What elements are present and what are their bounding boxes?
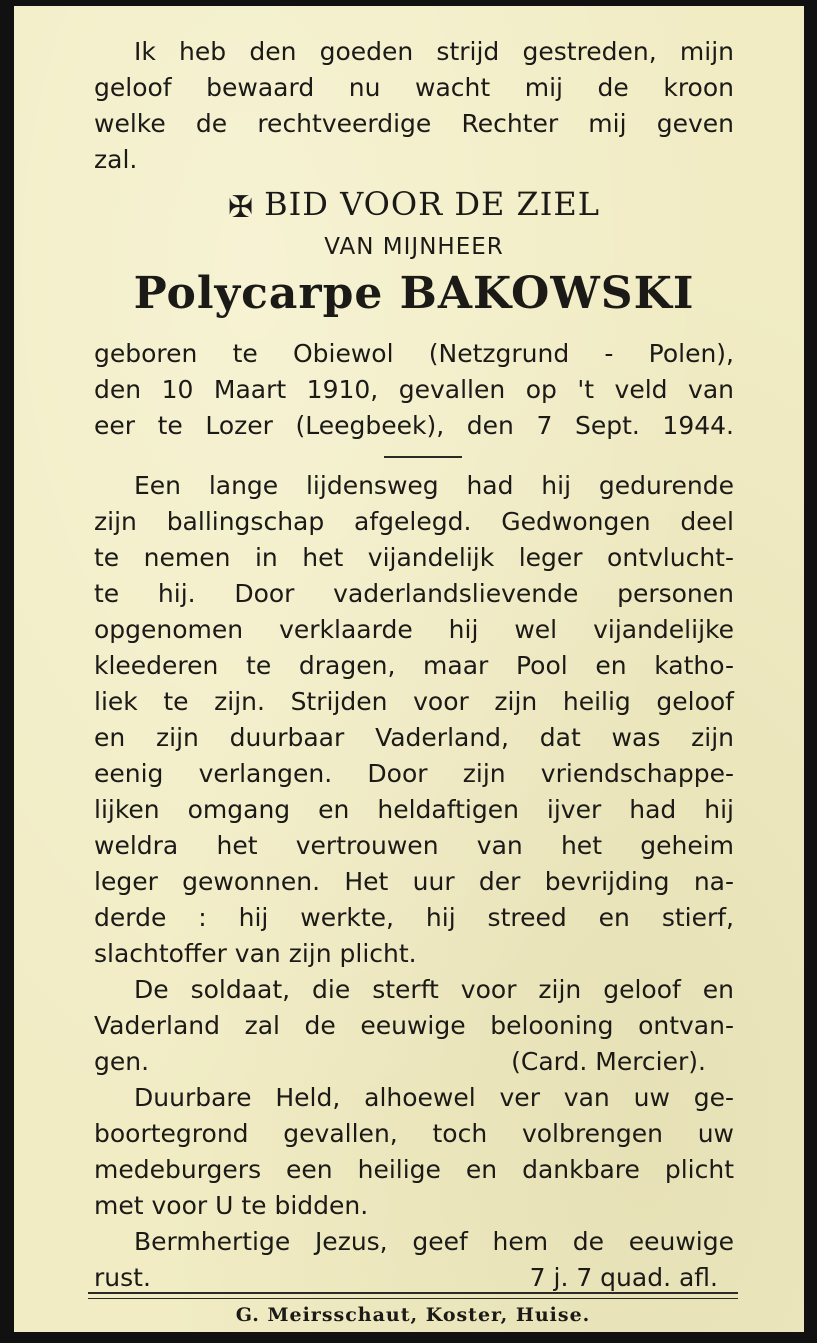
heading (94, 184, 734, 322)
verse-line: Ik heb den goeden strijd gestreden, mijn (134, 37, 734, 66)
text-line: Duurbare Held, alhoewel ver van uw ge- (134, 1083, 734, 1112)
text-line: leger gewonnen. Het uur der bevrijding na- (94, 867, 734, 896)
details-line: eer te Lozer (Leegbeek), den 7 Sept. 1944. (94, 411, 734, 440)
details-line: den 10 Maart 1910, gevallen op 't veld van (94, 375, 734, 404)
text-line: met voor U te bidden. (94, 1191, 369, 1220)
text-line (94, 1260, 734, 1296)
text-line: zijn ballingschap afgelegd. Gedwongen deel (94, 507, 734, 536)
text-line: weldra het vertrouwen van het geheim (94, 831, 734, 860)
footer-rule (88, 1298, 738, 1299)
verse-line: geloof bewaard nu wacht mij de kroon (94, 73, 734, 102)
text-line: te hij. Door vaderlandslievende personen (94, 579, 734, 608)
text-line (94, 1044, 734, 1080)
bible-verse (94, 34, 734, 178)
verse-line: zal. (94, 145, 138, 174)
biography-text (94, 468, 734, 1296)
memorial-card (14, 6, 804, 1332)
printer-credit: G. Meirsschaut, Koster, Huise. (235, 1304, 591, 1326)
citation: (Card. Mercier). (511, 1047, 706, 1076)
divider (384, 456, 462, 458)
details-line: geboren te Obiewol (Netzgrund - Polen), (94, 339, 734, 368)
text-line: te nemen in het vijandelijk leger ontvlucht- (94, 543, 734, 572)
text-line: eenig verlangen. Door zijn vriendschappe- (94, 759, 734, 788)
text-line: kleederen te dragen, maar Pool en katho- (94, 651, 734, 680)
text-line: liek te zijn. Strijden voor zijn heilig geloof (94, 687, 734, 716)
text-line: Bermhertige Jezus, geef hem de eeuwige (134, 1227, 734, 1256)
text-line: en zijn duurbaar Vaderland, dat was zijn (94, 723, 734, 752)
title-line: VAN MIJNHEER (324, 234, 504, 260)
text-line: slachtoffer van zijn plicht. (94, 939, 417, 968)
text-line: Een lange lijdensweg had hij gedurende (134, 471, 734, 500)
text-line: lijken omgang en heldaftigen ijver had hij (94, 795, 734, 824)
cross-icon: ✠ (227, 190, 255, 225)
text-line: Vaderland zal de eeuwige belooning ontvan- (94, 1011, 734, 1040)
prayer-heading-text: BID VOOR DE ZIEL (264, 185, 601, 223)
text-line-left: rust. (94, 1263, 151, 1292)
verse-line: welke de rechtveerdige Rechter mij geven (94, 109, 734, 138)
text-line-left: gen. (94, 1047, 150, 1076)
indulgence-note: 7 j. 7 quad. afl. (529, 1263, 718, 1292)
text-line: derde : hij werkte, hij streed en stierf, (94, 903, 734, 932)
footer-rule (88, 1292, 738, 1294)
prayer-heading (94, 184, 734, 228)
text-line: medeburgers een heilige en dankbare plicht (94, 1155, 734, 1184)
deceased-name: Polycarpe BAKOWSKI (133, 268, 695, 319)
text-line: De soldaat, die sterft voor zijn geloof en (134, 975, 734, 1004)
text-line: boortegrond gevallen, toch volbrengen uw (94, 1119, 734, 1148)
text-line: opgenomen verklaarde hij wel vijandelijke (94, 615, 734, 644)
birth-death-details (94, 336, 734, 444)
